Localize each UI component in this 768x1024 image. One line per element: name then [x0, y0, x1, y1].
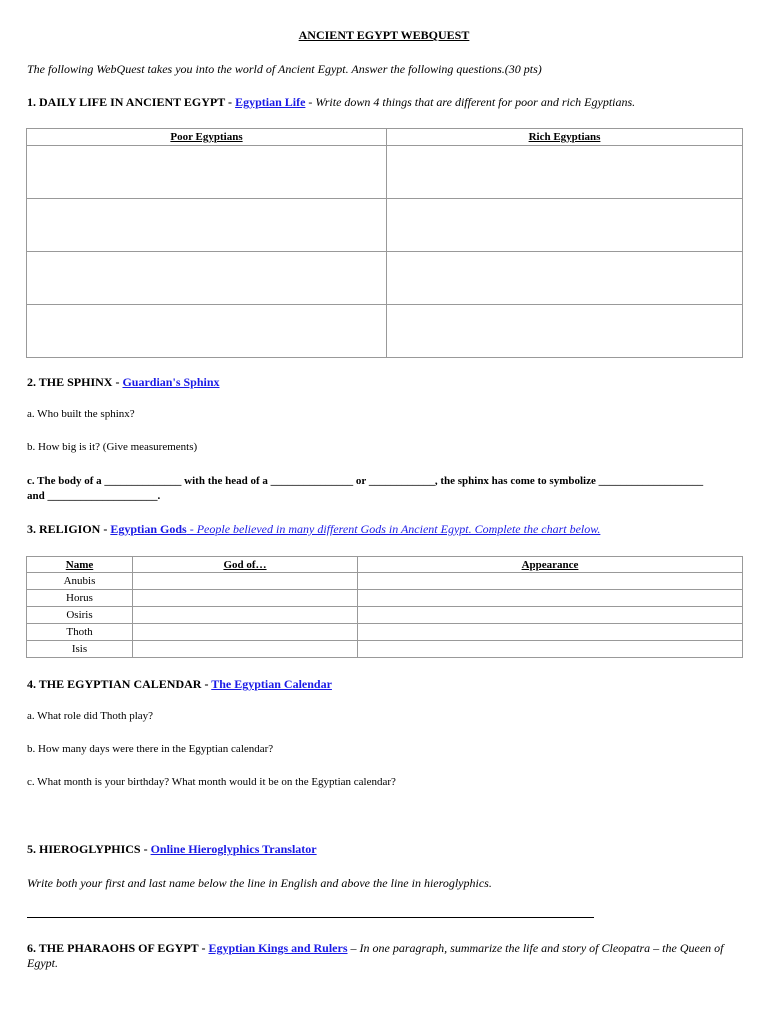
- egyptian-kings-rulers-link[interactable]: Egyptian Kings and Rulers: [208, 941, 348, 955]
- egyptian-gods-link[interactable]: Egyptian Gods: [110, 522, 187, 536]
- section-3-title: 3. RELIGION -: [27, 522, 111, 536]
- table-row: [27, 573, 743, 590]
- section-6-description: – In one paragraph, summarize the life and story of Cleopatra – the Queen of Egypt.: [27, 941, 724, 970]
- egyptian-life-link[interactable]: Egyptian Life: [235, 95, 306, 109]
- egyptian-calendar-link[interactable]: The Egyptian Calendar: [211, 677, 332, 691]
- section-2-heading: [27, 375, 220, 390]
- calendar-question-c: c. What month is your birthday? What month would it be on the Egyptian calendar?: [27, 776, 396, 788]
- section-6-heading: [27, 941, 727, 971]
- appearance-header: Appearance: [358, 557, 743, 573]
- sphinx-question-b: b. How big is it? (Give measurements): [27, 441, 198, 453]
- section-3-description: - People believed in many different Gods in Ancient Egypt. Complete the chart below.: [186, 522, 601, 536]
- rich-answer-cell[interactable]: [387, 252, 743, 305]
- table-row: [27, 590, 743, 607]
- section-4-title: 4. THE EGYPTIAN CALENDAR -: [27, 677, 212, 691]
- table-row: [27, 305, 743, 358]
- table-row: [27, 252, 743, 305]
- section-5-title: 5. HIEROGLYPHICS -: [27, 842, 151, 856]
- appearance-cell[interactable]: [358, 573, 743, 590]
- sphinx-question-a: a. Who built the sphinx?: [27, 408, 135, 420]
- sphinx-question-c: c. The body of a ______________ with the head of a _______________ or ____________, the sphinx has come to symbolize ___________________ and ____________________.: [27, 475, 704, 502]
- section-1-description: - Write down 4 things that are different for poor and rich Egyptians.: [305, 95, 636, 109]
- god-name: Isis: [27, 641, 133, 658]
- name-header: Name: [27, 557, 133, 573]
- table-row: [27, 146, 743, 199]
- poor-answer-cell[interactable]: [27, 146, 387, 199]
- table-row: [27, 624, 743, 641]
- hieroglyphics-instruction: Write both your first and last name below the line in English and above the line in hieroglyphics.: [27, 876, 492, 890]
- god-name: Thoth: [27, 624, 133, 641]
- page-title: ANCIENT EGYPT WEBQUEST: [298, 28, 470, 42]
- god-name: Anubis: [27, 573, 133, 590]
- god-of-cell[interactable]: [133, 590, 358, 607]
- section-4-heading: [27, 677, 332, 692]
- table-row: [27, 199, 743, 252]
- table-row: [27, 607, 743, 624]
- god-of-cell[interactable]: [133, 624, 358, 641]
- rich-answer-cell[interactable]: [387, 146, 743, 199]
- section-3-heading: [27, 522, 600, 537]
- poor-answer-cell[interactable]: [27, 199, 387, 252]
- poor-egyptians-header: Poor Egyptians: [27, 129, 387, 146]
- section-2-title: 2. THE SPHINX -: [27, 375, 123, 389]
- god-of-cell[interactable]: [133, 573, 358, 590]
- section-5-heading: [27, 842, 317, 857]
- god-name: Horus: [27, 590, 133, 607]
- section-6-title: 6. THE PHARAOHS OF EGYPT -: [27, 941, 209, 955]
- rich-answer-cell[interactable]: [387, 305, 743, 358]
- calendar-question-b: b. How many days were there in the Egyptian calendar?: [27, 743, 274, 755]
- appearance-cell[interactable]: [358, 641, 743, 658]
- calendar-question-a: a. What role did Thoth play?: [27, 710, 154, 722]
- appearance-cell[interactable]: [358, 607, 743, 624]
- god-of-header: God of…: [133, 557, 358, 573]
- god-name: Osiris: [27, 607, 133, 624]
- name-writing-line: [27, 917, 594, 918]
- section-1-heading: [27, 95, 635, 110]
- god-of-cell[interactable]: [133, 641, 358, 658]
- guardians-sphinx-link[interactable]: Guardian's Sphinx: [122, 375, 220, 389]
- section-1-title: 1. DAILY LIFE IN ANCIENT EGYPT -: [27, 95, 236, 109]
- appearance-cell[interactable]: [358, 590, 743, 607]
- rich-answer-cell[interactable]: [387, 199, 743, 252]
- poor-answer-cell[interactable]: [27, 305, 387, 358]
- table-row: [27, 641, 743, 658]
- rich-egyptians-header: Rich Egyptians: [387, 129, 743, 146]
- appearance-cell[interactable]: [358, 624, 743, 641]
- hieroglyphics-translator-link[interactable]: Online Hieroglyphics Translator: [150, 842, 317, 856]
- god-of-cell[interactable]: [133, 607, 358, 624]
- poor-rich-table: [26, 128, 743, 358]
- poor-answer-cell[interactable]: [27, 252, 387, 305]
- intro-text: The following WebQuest takes you into the world of Ancient Egypt. Answer the following questions.(30 pts): [27, 62, 542, 76]
- gods-table: [26, 556, 743, 658]
